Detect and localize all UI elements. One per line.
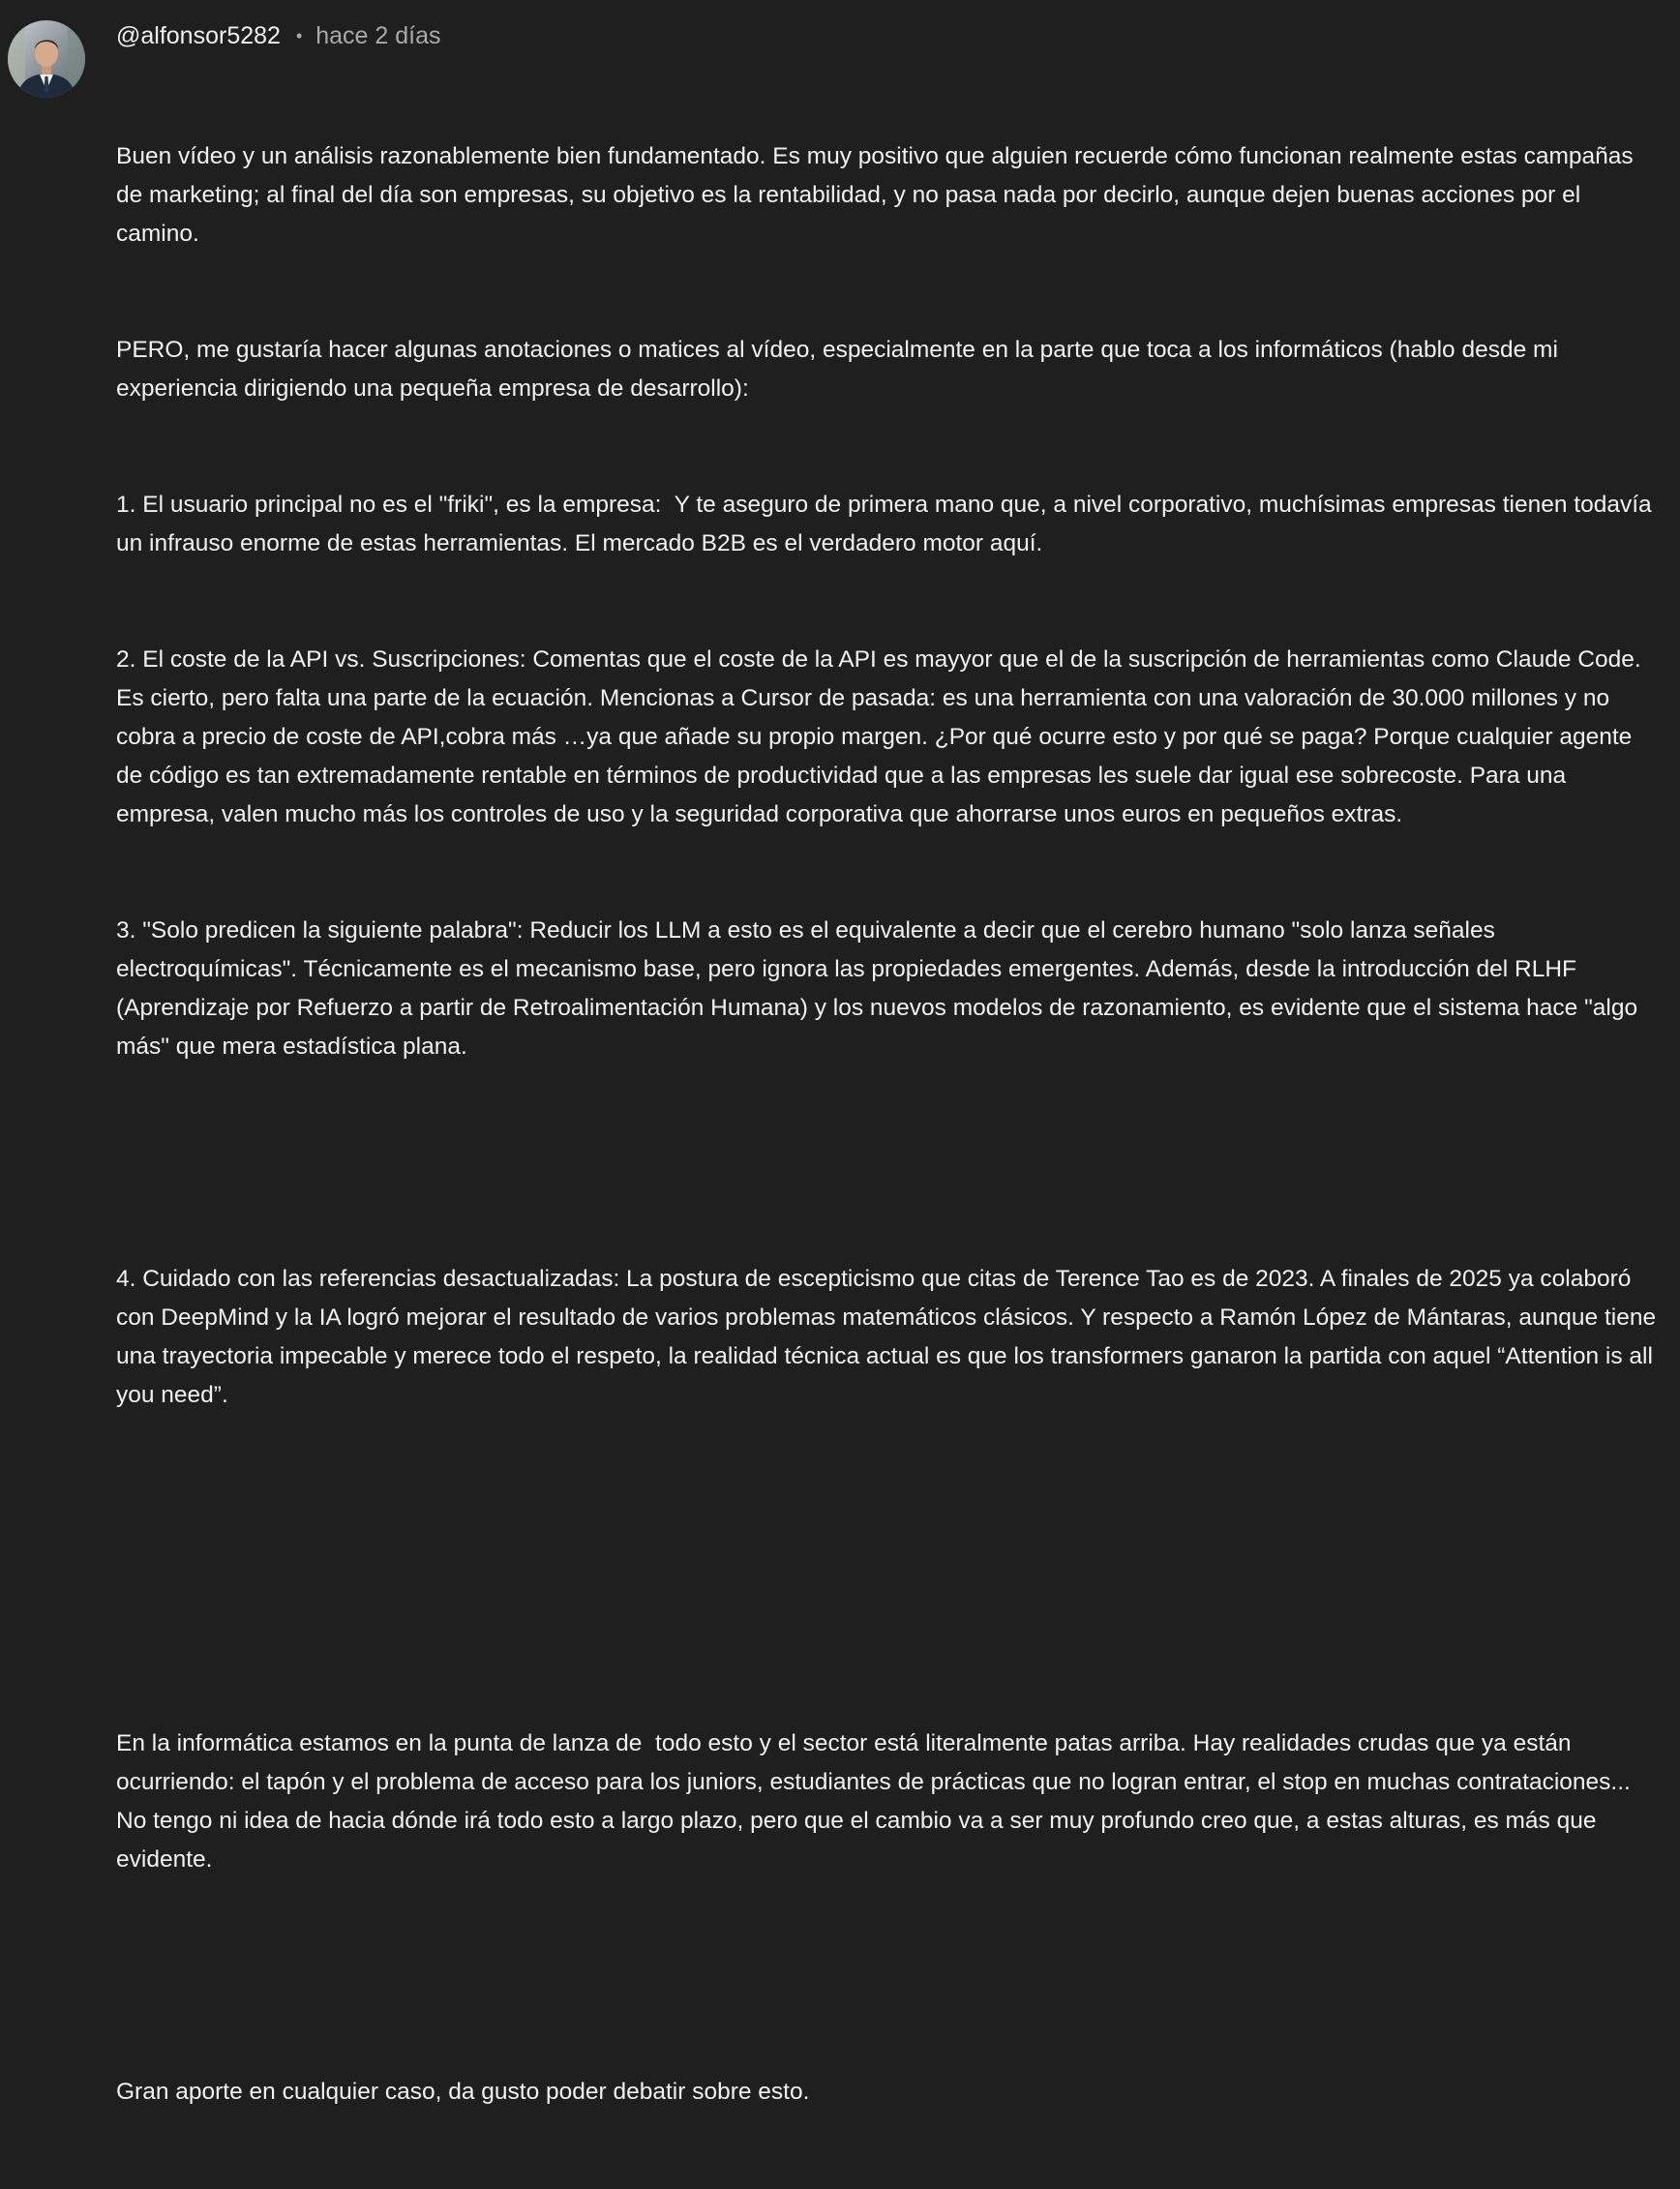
comment-paragraph: 1. El usuario principal no es el "friki", es la empresa: Y te aseguro de primera mano que, a nivel corporativo, muchísimas empresas tienen todavía un infrauso enorme de estas herramientas. El mercado B2B es el verdadero motor aquí. bbox=[116, 492, 1659, 556]
author-avatar[interactable] bbox=[8, 20, 85, 98]
comment-text bbox=[116, 60, 1665, 2189]
comment-paragraph: Gran aporte en cualquier caso, da gusto poder debatir sobre esto. bbox=[116, 2079, 810, 2105]
comment-paragraph: 3. "Solo predicen la siguiente palabra": Reducir los LLM a esto es el equivalente a decir que el cerebro humano "solo lanza señales electroquímicas". Técnicamente es el mecanismo base, pero ignora las propiedades emergentes. Además, desde la introducción del RLHF (Aprendizaje por Refuerzo a partir de Retroalimentación Humana) y los nuevos modelos de razonamiento, es evidente que el sistema hace "algo más" que mera estadística plana. bbox=[116, 917, 1651, 1060]
comment-body bbox=[116, 14, 1665, 2189]
comment-paragraph: 4. Cuidado con las referencias desactualizadas: La postura de escepticismo que citas de Terence Tao es de 2023. A finales de 2025 ya colaboró con DeepMind y la IA logró mejorar el resultado de varios problemas matemáticos clásicos. Y respecto a Ramón López de Mántaras, aunque tiene una trayectoria impecable y merece todo el respeto, la realidad técnica actual es que los transformers ganaron la partida con aquel “Attention is all you need”. bbox=[116, 1266, 1663, 1408]
author-name-link[interactable]: @alfonsor5282 bbox=[116, 21, 281, 49]
comment-blank-line bbox=[116, 1144, 1665, 1183]
comment-date-link[interactable]: hace 2 días bbox=[315, 21, 441, 49]
comment-paragraph: En la informática estamos en la punta de lanza de todo esto y el sector está literalmente patas arriba. Hay realidades crudas que ya están ocurriendo: el tapón y el problema de acceso para los juniors, estudiantes de prácticas que no logran entrar, el stop en muchas contrataciones... No tengo ni idea de hacia dónde irá todo esto a largo plazo, pero que el cambio va a ser muy profundo creo que, a estas alturas, es más que evidente. bbox=[116, 1730, 1637, 1873]
user-avatar-photo-icon bbox=[8, 20, 85, 98]
comment-paragraph: Buen vídeo y un análisis razonablemente bien fundamentado. Es muy positivo que alguien recuerde cómo funcionan realmente estas campañas de marketing; al final del día son empresas, su objetivo es la rentabilidad, y no pasa nada por decirlo, aunque dejen buenas acciones por el camino. bbox=[116, 143, 1640, 247]
comment-blank-line bbox=[116, 1492, 1665, 1531]
comment-blank-line bbox=[116, 1957, 1665, 1995]
comment-paragraph: 2. El coste de la API vs. Suscripciones: Comentas que el coste de la API es mayyor que el de la suscripción de herramientas como Claude Code. Es cierto, pero falta una parte de la ecuación. Mencionas a Cursor de pasada: es una herramienta con una valoración de 30.000 millones y no cobra a precio de coste de API,cobra más …ya que añade su propio margen. ¿Por qué ocurre esto y por qué se paga? Porque cualquier agente de código es tan extremadamente rentable en términos de productividad que a las empresas les suele dar igual ese sobrecoste. Para una empresa, valen mucho más los controles de uso y la seguridad corporativa que ahorrarse unos euros en pequeños extras. bbox=[116, 646, 1648, 827]
comment-header bbox=[116, 14, 1665, 58]
comment-blank-line bbox=[116, 1608, 1665, 1647]
comment-paragraph: PERO, me gustaría hacer algunas anotaciones o matices al vídeo, especialmente en la parte que toca a los informáticos (hablo desde mi experiencia dirigiendo una pequeña empresa de desarrollo): bbox=[116, 337, 1565, 402]
separator-dot: • bbox=[295, 25, 303, 45]
